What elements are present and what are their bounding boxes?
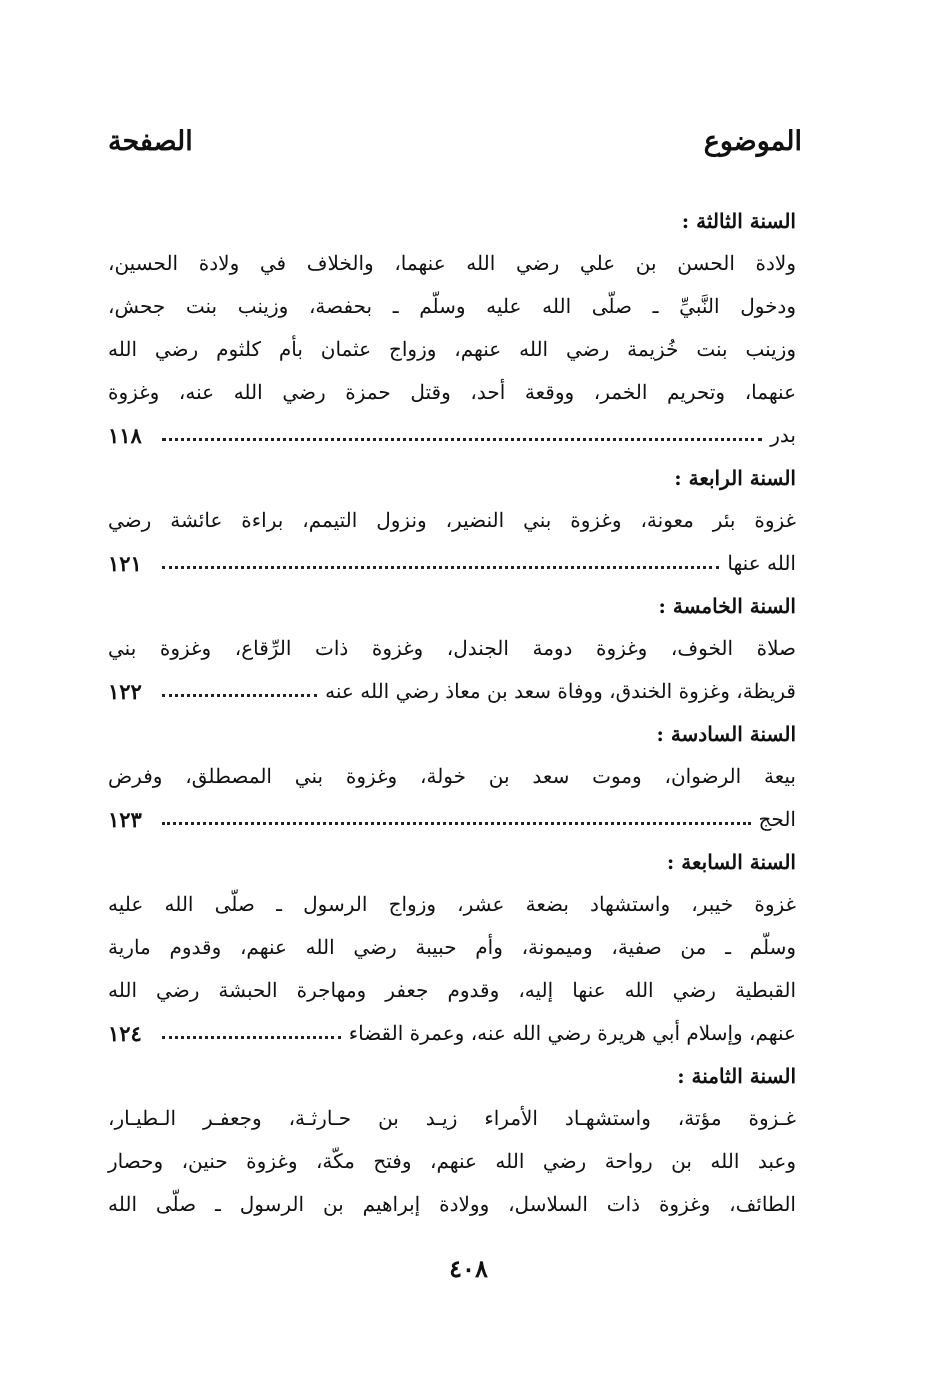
entry-line: عنهم، وإسلام أبي هريرة رضي الله عنه، وعمرة القضاء: [348, 1021, 796, 1045]
entry-line: الحج: [758, 807, 796, 831]
entry-line: القبطية رضي الله عنها إليه، وقدوم جعفر ومهاجرة الحبشة رضي الله: [108, 978, 796, 1002]
toc-section: [108, 457, 796, 585]
table-of-contents: [108, 200, 796, 1226]
entry-page-number: ١٢٢: [108, 679, 142, 704]
dot-leader: [162, 822, 751, 825]
section-heading: السنة السابعة :: [666, 850, 796, 874]
entry-page-number: ١٢١: [108, 551, 142, 576]
section-heading: السنة الخامسة :: [658, 594, 796, 618]
dot-leader: [162, 694, 317, 697]
section-heading: السنة السادسة :: [656, 722, 796, 746]
entry-line: ولادة الحسن بن علي رضي الله عنهما، والخلاف في ولادة الحسين،: [108, 251, 796, 275]
entry-page-number: ١١٨: [108, 423, 142, 448]
entry-line: الله عنها: [727, 551, 796, 575]
entry-line: صلاة الخوف، وغزوة دومة الجندل، وغزوة ذات الرِّقاع، وغزوة بني: [108, 636, 796, 660]
entry-last-line: [108, 414, 796, 457]
entry-line: بدر: [770, 423, 796, 447]
entry-line: الطائف، وغزوة ذات السلاسل، وولادة إبراهيم بن الرسول ـ صلّى الله: [108, 1192, 796, 1216]
toc-section: [108, 841, 796, 1055]
entry-line: وعبد الله بن رواحة رضي الله عنهم، وفتح مكّة، وغزوة حنين، وحصار: [108, 1149, 796, 1173]
entry-last-line: [108, 1012, 796, 1055]
toc-section: [108, 200, 796, 457]
entry-line: غـزوة مؤتة، واستشهـاد الأمراء زيـد بن حـارثـة، وجعفـر الـطيـار،: [108, 1106, 796, 1130]
entry-line: وزينب بنت خُزيمة رضي الله عنهم، وزواج عثمان بأم كلثوم رضي الله: [108, 337, 796, 361]
topic-column-header: الموضوع: [703, 126, 802, 157]
entry-page-number: ١٢٣: [108, 807, 142, 832]
dot-leader: [162, 438, 762, 441]
entry-line: غزوة خيبر، واستشهاد بضعة عشر، وزواج الرسول ـ صلّى الله عليه: [108, 892, 796, 916]
toc-section: [108, 1055, 796, 1226]
section-heading: السنة الرابعة :: [674, 466, 796, 490]
dot-leader: [162, 566, 719, 569]
entry-line: وسلّم ـ من صفية، وميمونة، وأم حبيبة رضي الله عنهم، وقدوم مارية: [108, 935, 796, 959]
page-column-header: الصفحة: [108, 126, 193, 157]
entry-line: ودخول النَّبيِّ ـ صلّى الله عليه وسلّم ـ بحفصة، وزينب بنت جحش،: [108, 294, 796, 318]
entry-last-line: [108, 542, 796, 585]
entry-line: بيعة الرضوان، وموت سعد بن خولة، وغزوة بني المصطلق، وفرض: [108, 764, 796, 788]
toc-section: [108, 585, 796, 713]
entry-last-line: [108, 670, 796, 713]
entry-line: قريظة، وغزوة الخندق، ووفاة سعد بن معاذ رضي الله عنه: [325, 679, 796, 703]
section-heading: السنة الثالثة :: [681, 209, 796, 233]
page-number: ٤٠٨: [449, 1254, 488, 1283]
entry-line: عنهما، وتحريم الخمر، ووقعة أحد، وقتل حمزة رضي الله عنه، وغزوة: [108, 380, 796, 404]
dot-leader: [162, 1036, 341, 1039]
section-heading: السنة الثامنة :: [677, 1064, 796, 1088]
entry-page-number: ١٢٤: [108, 1021, 142, 1046]
entry-line: غزوة بئر معونة، وغزوة بني النضير، ونزول التيمم، براءة عائشة رضي: [108, 508, 796, 532]
toc-section: [108, 713, 796, 841]
entry-last-line: [108, 798, 796, 841]
